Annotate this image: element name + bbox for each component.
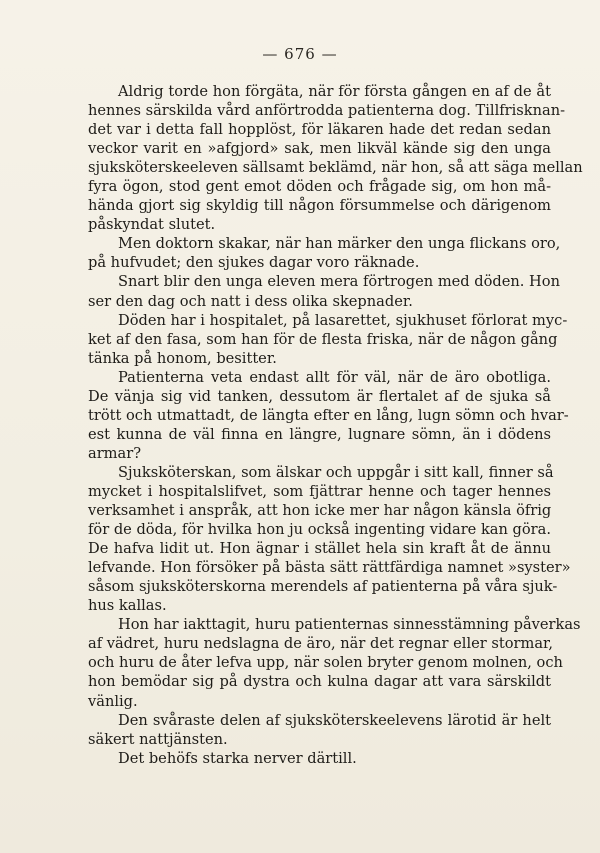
text-line: Den svåraste delen af sjuksköterskeelevens lärotid är helt	[118, 711, 551, 729]
text-line: De vänja sig vid tanken, dessutom är flertalet af de sjuka så	[88, 387, 551, 405]
text-line: verksamhet i anspråk, att hon icke mer har någon känsla öfrig	[88, 502, 552, 520]
paragraph	[88, 82, 583, 234]
text-line: och huru de åter lefva upp, när solen bryter genom molnen, och	[88, 654, 563, 672]
text-line: säkert nattjänsten.	[88, 730, 228, 748]
text-line: det var i detta fall hopplöst, för läkaren hade det redan sedan	[88, 121, 551, 139]
paragraph	[88, 234, 561, 272]
text-line: vänlig.	[88, 692, 138, 710]
text-line: hända gjort sig skyldig till någon försummelse och därigenom	[88, 197, 551, 215]
paragraph	[88, 272, 560, 310]
text-line: ser den dag och natt i dess olika skepnader.	[88, 292, 413, 310]
text-line: trött och utmattadt, de längta efter en lång, lugn sömn och hvar-	[88, 406, 569, 424]
text-line: veckor varit en »afgjord» sak, men likväl kände sig den unga	[88, 140, 551, 158]
text-line: De hafva lidit ut. Hon ägnar i stället hela sin kraft åt de ännu	[88, 540, 551, 558]
text-line: Hon har iakttagit, huru patienternas sinnesstämning påverkas	[118, 616, 581, 634]
paragraph	[88, 463, 571, 615]
text-line: lefvande. Hon försöker på bästa sätt rättfärdiga namnet »syster»	[88, 559, 571, 577]
paragraph	[88, 368, 569, 463]
text-line: Det behöfs starka nerver därtill.	[118, 749, 357, 767]
paragraph	[88, 749, 551, 768]
text-line: tänka på honom, besitter.	[88, 349, 277, 367]
paragraph	[88, 311, 568, 368]
text-line: Döden har i hospitalet, på lasarettet, sjukhuset förlorat myc-	[118, 311, 568, 329]
text-line: på hufvudet; den sjukes dagar voro räknade.	[88, 254, 420, 272]
text-line: påskyndat slutet.	[88, 216, 216, 234]
text-line: ket af den fasa, som han för de flesta friska, när de någon gång	[88, 330, 558, 348]
text-line: Men doktorn skakar, när han märker den unga flickans oro,	[118, 235, 561, 253]
text-line: såsom sjuksköterskorna merendels af patienterna på våra sjuk-	[88, 578, 558, 596]
text-line: Aldrig torde hon förgäta, när för första gången en af de åt	[118, 83, 551, 100]
paragraph	[88, 711, 551, 749]
page-number: — 676 —	[262, 45, 338, 63]
text-line: Snart blir den unga eleven mera förtrogen med döden. Hon	[118, 273, 560, 291]
text-line: af vädret, huru nedslagna de äro, när det regnar eller stormar,	[88, 635, 554, 653]
text-line: sjuksköterskeeleven sällsamt beklämd, när hon, så att säga mellan	[88, 159, 583, 177]
text-line: mycket i hospitalslifvet, som fjättrar henne och tager hennes	[88, 482, 551, 500]
text-line: hon bemödar sig på dystra och kulna dagar att vara särskildt	[88, 673, 551, 691]
text-line: hennes särskilda vård anförtrodda patienterna dog. Tillfrisknan-	[88, 102, 566, 120]
text-line: för de döda, för hvilka hon ju också ingenting vidare kan göra.	[88, 521, 551, 539]
text-line: Sjuksköterskan, som älskar och uppgår i sitt kall, finner så	[118, 463, 554, 481]
text-line: est kunna de väl finna en längre, lugnare sömn, än i dödens	[88, 425, 551, 443]
text-line: hus kallas.	[88, 597, 167, 615]
page-body	[88, 82, 583, 768]
text-line: fyra ögon, stod gent emot döden och frågade sig, om hon må-	[88, 178, 551, 196]
paragraph	[88, 615, 581, 710]
text-line: armar?	[88, 444, 142, 462]
text-line: Patienterna veta endast allt för väl, när de äro obotliga.	[118, 368, 551, 386]
